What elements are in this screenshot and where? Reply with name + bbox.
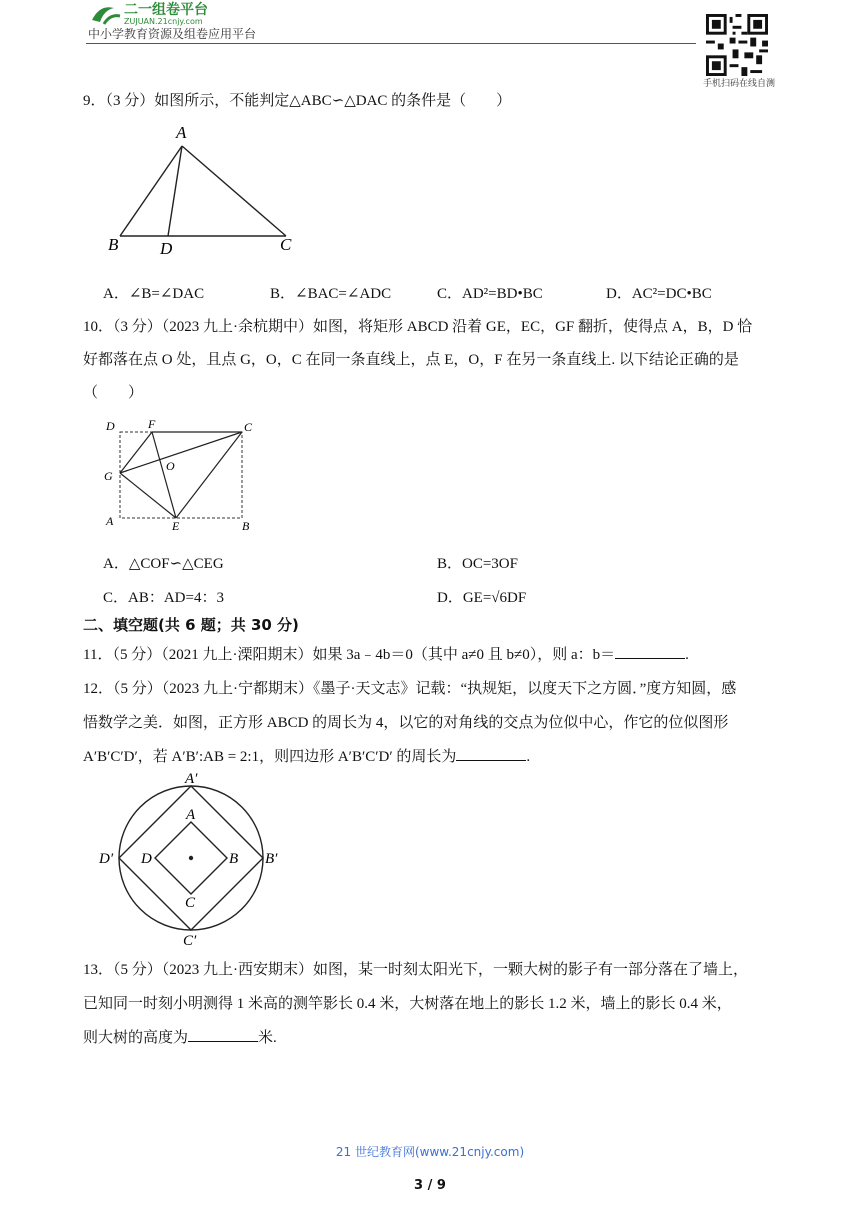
q10-label-f: F	[148, 417, 156, 431]
q13-line-1: 13．（5 分）（2023 九上·西安期末）如图，某一时刻太阳光下，一颗大树的影子有一部分落在了墙上，	[83, 962, 748, 978]
q12-end: .	[526, 749, 531, 765]
q12-label-b: B	[229, 851, 239, 867]
q9-option-d[interactable]: D．AC²=DC•BC	[606, 286, 712, 302]
q9-label-d: D	[160, 239, 173, 258]
q13-answer-blank[interactable]	[188, 1027, 258, 1042]
q10-label-o: O	[166, 459, 175, 473]
logo-text: 二一组卷平台	[124, 2, 208, 18]
q9-label-a: A	[176, 123, 187, 142]
q13-end: 米.	[258, 1030, 277, 1046]
q10-option-d[interactable]: D．GE=√6DF	[437, 590, 527, 606]
q11-end: .	[685, 647, 689, 663]
q10-option-b[interactable]: B．OC=3OF	[437, 556, 518, 572]
q13-line-3: 则大树的高度为	[83, 1030, 189, 1046]
q10-line-3: （ ）	[83, 385, 144, 401]
q11-text: 11．（5 分）（2021 九上·溧阳期末）如果 3a﹣4b＝0（其中 a≠0 且 b≠0），则 a：b＝	[83, 647, 616, 663]
q9-option-c[interactable]: C．AD²=BD•BC	[437, 286, 543, 302]
footer-site-link[interactable]: 21 世纪教育网(www.21cnjy.com)	[335, 1145, 525, 1159]
q10-label-g: G	[104, 469, 113, 483]
qr-caption: 手机扫码在线自测	[702, 79, 775, 89]
q10-rectangle-figure	[100, 415, 260, 535]
q9-stem: 9．（3 分）如图所示，不能判定△ABC∽△DAC 的条件是（ ）	[83, 93, 512, 109]
page-number: 3 / 9	[414, 1178, 446, 1193]
q12-label-c: C	[185, 895, 196, 911]
q10-option-a[interactable]: A．△COF∽△CEG	[103, 556, 224, 572]
section-title: 二、填空题(共 6 题；共 30 分)	[83, 616, 299, 634]
q10-label-b: B	[242, 519, 250, 533]
q12-line-1: 12．（5 分）（2023 九上·宁都期末）《墨子·天文志》记载：“执规矩，以度天下之方圆．”度方知圆，感	[83, 681, 737, 697]
q12-label-a: A	[186, 807, 196, 823]
q13-line-2: 已知同一时刻小明测得 1 米高的测竿影长 0.4 米，大树落在地上的影长 1.2 米，墙上的影长 0.4 米，	[83, 996, 732, 1012]
q12-line-2: 悟数学之美．如图，正方形 ABCD 的周长为 4，以它的对角线的交点为位似中心，作它的位似图形	[83, 715, 729, 731]
q11-answer-blank[interactable]	[615, 644, 685, 659]
q10-option-c[interactable]: C．AB：AD=4：3	[103, 590, 224, 606]
q9-triangle-figure	[100, 120, 300, 260]
q9-option-a[interactable]: A．∠B=∠DAC	[103, 286, 205, 302]
q10-label-d: D	[106, 419, 115, 433]
q12-label-a-prime: A′	[185, 771, 198, 787]
q10-line-2: 好都落在点 O 处，且点 G，O，C 在同一条直线上，点 E，O，F 在另一条直线上. 以下结论正确的是	[83, 352, 739, 368]
q12-label-b-prime: B′	[265, 851, 278, 867]
q12-label-d: D	[141, 851, 152, 867]
q12-label-c-prime: C′	[183, 933, 197, 949]
q12-line-3: A′B′C′D′，若 A′B′:AB = 2:1，则四边形 A′B′C′D′ 的周长为	[83, 749, 457, 765]
header-subtitle: 中小学教育资源及组卷应用平台	[88, 27, 257, 41]
q9-label-c: C	[280, 235, 292, 254]
header-divider	[86, 43, 696, 44]
site-logo	[86, 0, 276, 26]
q10-label-a: A	[106, 514, 114, 528]
q12-label-d-prime: D′	[99, 851, 114, 867]
qr-code-icon[interactable]	[706, 14, 768, 76]
q12-answer-blank[interactable]	[456, 746, 526, 761]
q10-label-e: E	[172, 519, 180, 533]
q9-label-b: B	[108, 235, 119, 254]
q10-label-c: C	[244, 420, 253, 434]
q12-circle-square-figure	[95, 765, 295, 950]
q9-option-b[interactable]: B．∠BAC=∠ADC	[270, 286, 392, 302]
q10-line-1: 10．（3 分）（2023 九上·余杭期中）如图，将矩形 ABCD 沿着 GE，EC，GF 翻折，使得点 A，B，D 恰	[83, 319, 753, 335]
logo-url-text: ZUJUAN.21cnjy.com	[124, 17, 203, 26]
